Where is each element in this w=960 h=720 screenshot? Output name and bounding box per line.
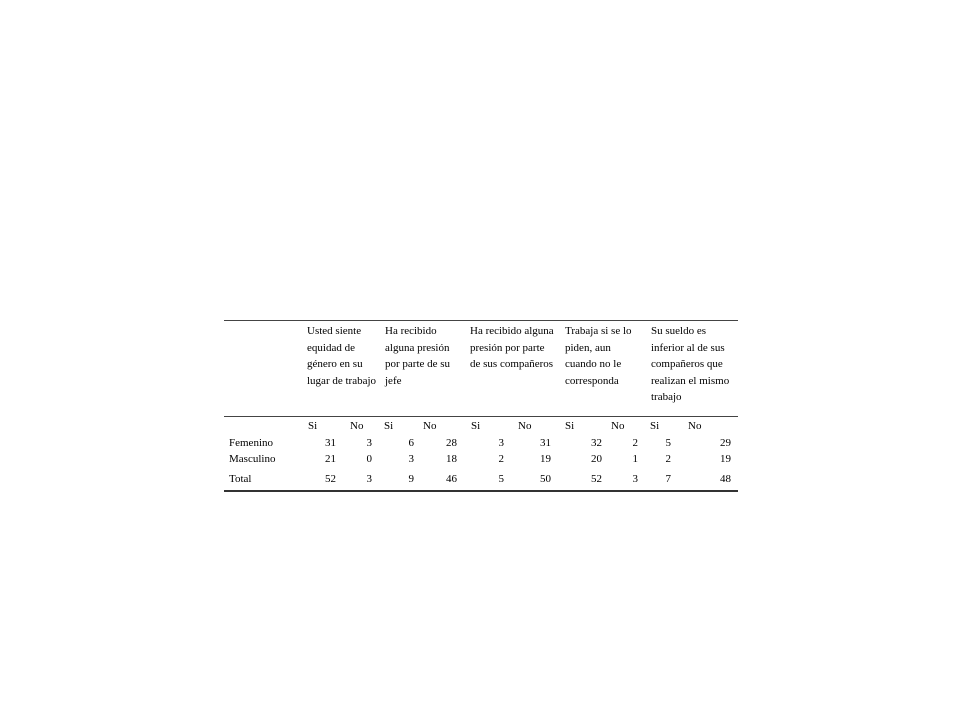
table-cell: 3 <box>408 453 414 465</box>
subheader-no: No <box>611 420 625 432</box>
column-header-sueldo-inferior: Su sueldo es inferior al de sus compañeros que realizan el mismo trabajo <box>651 325 730 403</box>
table-cell: 1 <box>632 453 638 465</box>
subheader-si: Si <box>565 420 575 432</box>
table-cell: 5 <box>665 437 671 449</box>
table-cell: 19 <box>540 453 551 465</box>
row-label-femenino: Femenino <box>229 437 273 449</box>
table-cell: 7 <box>665 473 671 485</box>
survey-table <box>224 320 738 492</box>
table-cell: 2 <box>665 453 671 465</box>
subheader-si: Si <box>471 420 481 432</box>
table-cell: 52 <box>591 473 602 485</box>
table-cell: 20 <box>591 453 602 465</box>
row-label-total: Total <box>229 473 252 485</box>
table-cell: 3 <box>366 473 372 485</box>
subheader-si: Si <box>650 420 660 432</box>
table-cell: 52 <box>325 473 336 485</box>
column-header-trabaja-si-piden: Trabaja si se lo piden, aun cuando no le corresponda <box>565 325 632 387</box>
table-cell: 18 <box>446 453 457 465</box>
row-label-masculino: Masculino <box>229 453 276 465</box>
table-cell: 3 <box>366 437 372 449</box>
table-cell: 31 <box>540 437 551 449</box>
table-header-rule <box>224 416 738 417</box>
table-cell: 46 <box>446 473 457 485</box>
table-cell: 5 <box>498 473 504 485</box>
subheader-no: No <box>350 420 364 432</box>
subheader-no: No <box>518 420 532 432</box>
table-cell: 21 <box>325 453 336 465</box>
subheader-si: Si <box>384 420 394 432</box>
table-cell: 29 <box>720 437 731 449</box>
table-bottom-rule <box>224 490 738 492</box>
subheader-no: No <box>688 420 702 432</box>
table-cell: 2 <box>498 453 504 465</box>
subheader-no: No <box>423 420 437 432</box>
table-top-rule <box>224 320 738 321</box>
table-cell: 28 <box>446 437 457 449</box>
table-cell: 50 <box>540 473 551 485</box>
table-cell: 3 <box>632 473 638 485</box>
table-cell: 19 <box>720 453 731 465</box>
subheader-si: Si <box>308 420 318 432</box>
table-cell: 9 <box>408 473 414 485</box>
table-cell: 0 <box>366 453 372 465</box>
column-header-presion-companeros: Ha recibido alguna presión por parte de sus compañeros <box>470 325 554 370</box>
column-header-presion-jefe: Ha recibido alguna presión por parte de su jefe <box>385 325 451 387</box>
table-cell: 6 <box>408 437 414 449</box>
table-cell: 48 <box>720 473 731 485</box>
column-header-equidad: Usted siente equidad de género en su lugar de trabajo <box>307 325 377 387</box>
table-cell: 31 <box>325 437 336 449</box>
table-cell: 3 <box>498 437 504 449</box>
table-cell: 32 <box>591 437 602 449</box>
table-cell: 2 <box>632 437 638 449</box>
